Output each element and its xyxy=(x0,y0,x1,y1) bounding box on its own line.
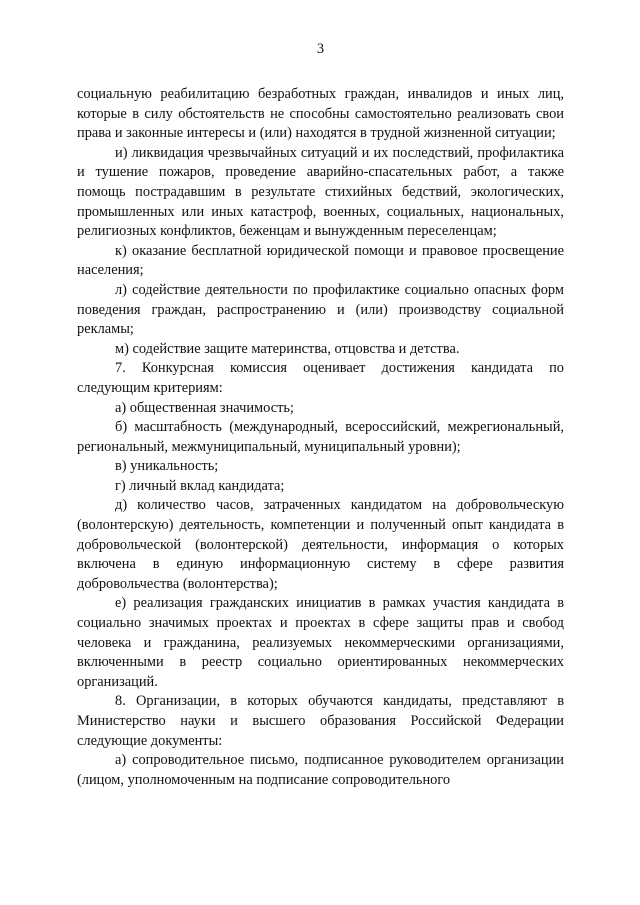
page-number: 3 xyxy=(316,41,325,57)
clause-8: 8. Организации, в которых обучаются кандидаты, представляют в Министерство науки и высшего образования Российской Федерации следующие документы: xyxy=(77,693,564,749)
list-item-i: и) ликвидация чрезвычайных ситуаций и их последствий, профилактика и тушение пожаров, проведение аварийно-спасательных работ, а также помощь пострадавшим в результате стихийных бедствий, экологических, промышленных или иных катастроф, военных, социальных, национальных, религиозных конфликтов, беженцам и вынужденным переселенцам; xyxy=(77,144,564,240)
paragraph-continuation: социальную реабилитацию безработных граждан, инвалидов и иных лиц, которые в силу обстоятельств не способны самостоятельно реализовать свои права и законные интересы и (или) находятся в трудной жизненной ситуации; xyxy=(77,86,564,142)
criterion-d: д) количество часов, затраченных кандидатом на добровольческую (волонтерскую) деятельность, компетенции и полученный опыт кандидата в добровольческой (волонтерской) деятельности, информация о которых включена в единую информационную систему в сфере развития добровольчества (волонтерства); xyxy=(77,497,564,592)
document-body xyxy=(77,85,564,790)
criterion-e: е) реализация гражданских инициатив в рамках участия кандидата в социально значимых проектах и проектах в сфере защиты прав и свобод человека и гражданина, реализуемых некоммерческими организациями, включенными в реестр социально ориентированных некоммерческих организаций. xyxy=(77,595,564,690)
criterion-a: а) общественная значимость; xyxy=(115,399,294,416)
list-item-k: к) оказание бесплатной юридической помощи и правовое просвещение населения; xyxy=(77,242,564,279)
list-item-l: л) содействие деятельности по профилактике социально опасных форм поведения граждан, распространению и (или) производству социальной рекламы; xyxy=(77,281,564,338)
criterion-b: б) масштабность (международный, всероссийский, межрегиональный, региональный, межмуниципальный, муниципальный уровни); xyxy=(77,419,564,455)
list-item-m: м) содействие защите материнства, отцовства и детства. xyxy=(115,340,460,357)
clause-7: 7. Конкурсная комиссия оценивает достижения кандидата по следующим критериям: xyxy=(77,360,564,396)
criterion-v: в) уникальность; xyxy=(115,458,219,475)
document-item-a: а) сопроводительное письмо, подписанное руководителем организации (лицом, уполномоченным на подписание сопроводительного xyxy=(77,752,564,788)
criterion-g: г) личный вклад кандидата; xyxy=(115,477,285,494)
